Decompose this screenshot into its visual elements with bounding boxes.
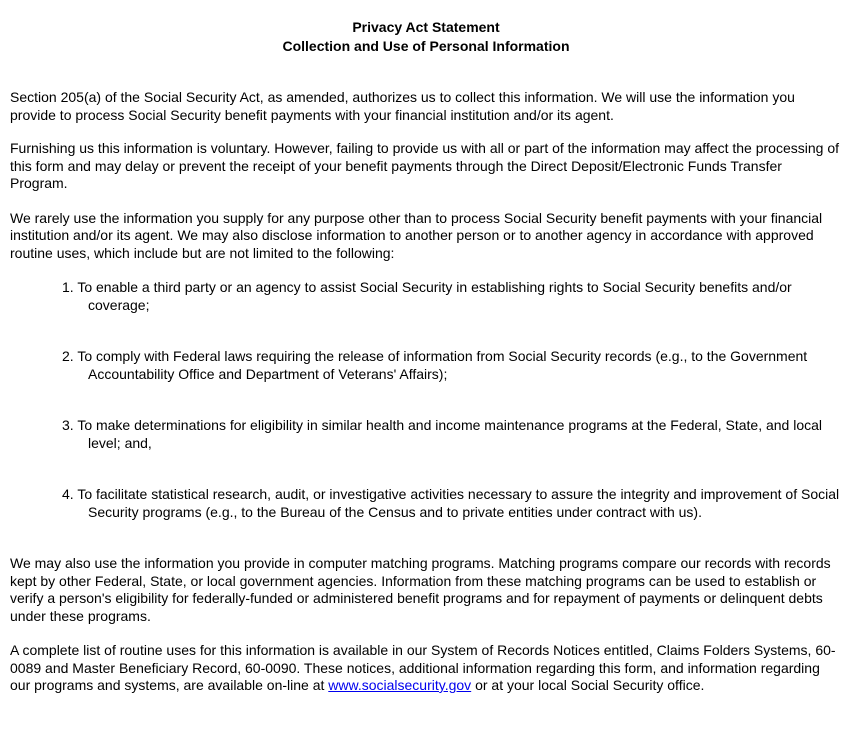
privacy-act-document	[10, 18, 842, 695]
list-item	[10, 279, 842, 314]
routine-use-1: 1. To enable a third party or an agency to assist Social Security in establishing rights to Social Security benefits and/or coverage;	[62, 279, 792, 313]
authority-paragraph: Section 205(a) of the Social Security Act, as amended, authorizes us to collect this information. We will use the information you provide to process Social Security benefit payments with your financial institution and/or its agent.	[10, 89, 795, 123]
document-subtitle: Collection and Use of Personal Information	[282, 38, 570, 54]
voluntary-paragraph: Furnishing us this information is voluntary. However, failing to provide us with all or part of the information may affect the processing of this form and may delay or prevent the receipt of your benefit payments through the Direct Deposit/Electronic Funds Transfer Program.	[10, 140, 839, 191]
records-notice-tail: or at your local Social Security office.	[471, 677, 705, 693]
routine-use-3: 3. To make determinations for eligibility in similar health and income maintenance programs at the Federal, State, and local level; and,	[62, 417, 823, 451]
computer-matching-paragraph: We may also use the information you provide in computer matching programs. Matching programs compare our records with records kept by other Federal, State, or local government agencies. Information from these matching programs can be used to establish or verify a person's eligibility for federally-funded or administered benefit programs and for repayment of payments or delinquent debts under these programs.	[10, 555, 831, 624]
list-item	[10, 486, 842, 521]
records-notice-paragraph	[10, 642, 842, 695]
document-title: Privacy Act Statement	[352, 19, 500, 35]
socialsecurity-link[interactable]: www.socialsecurity.gov	[328, 677, 472, 693]
records-notice-text: A complete list of routine uses for this information is available in our System of Records Notices entitled, Claims Folders Systems, 60-0089 and Master Beneficiary Record, 60-0090. These notices, additional information regarding this form, and information regarding our programs and systems, are available on-line at	[10, 642, 836, 693]
disclosure-paragraph: We rarely use the information you supply for any purpose other than to process Social Security benefit payments with your financial institution and/or its agent. We may also disclose information to another person or to another agency in accordance with approved routine uses, which include but are not limited to the following:	[10, 209, 823, 261]
routine-uses-list	[10, 279, 842, 521]
routine-use-2: 2. To comply with Federal laws requiring the release of information from Social Security records (e.g., to the Government Accountability Office and Department of Veterans' Affairs);	[62, 348, 808, 382]
list-item	[10, 348, 842, 383]
routine-use-4: 4. To facilitate statistical research, audit, or investigative activities necessary to assure the integrity and improvement of Social Security programs (e.g., to the Bureau of the Census and to private entities under contract with us).	[62, 486, 840, 520]
list-item	[10, 417, 842, 452]
